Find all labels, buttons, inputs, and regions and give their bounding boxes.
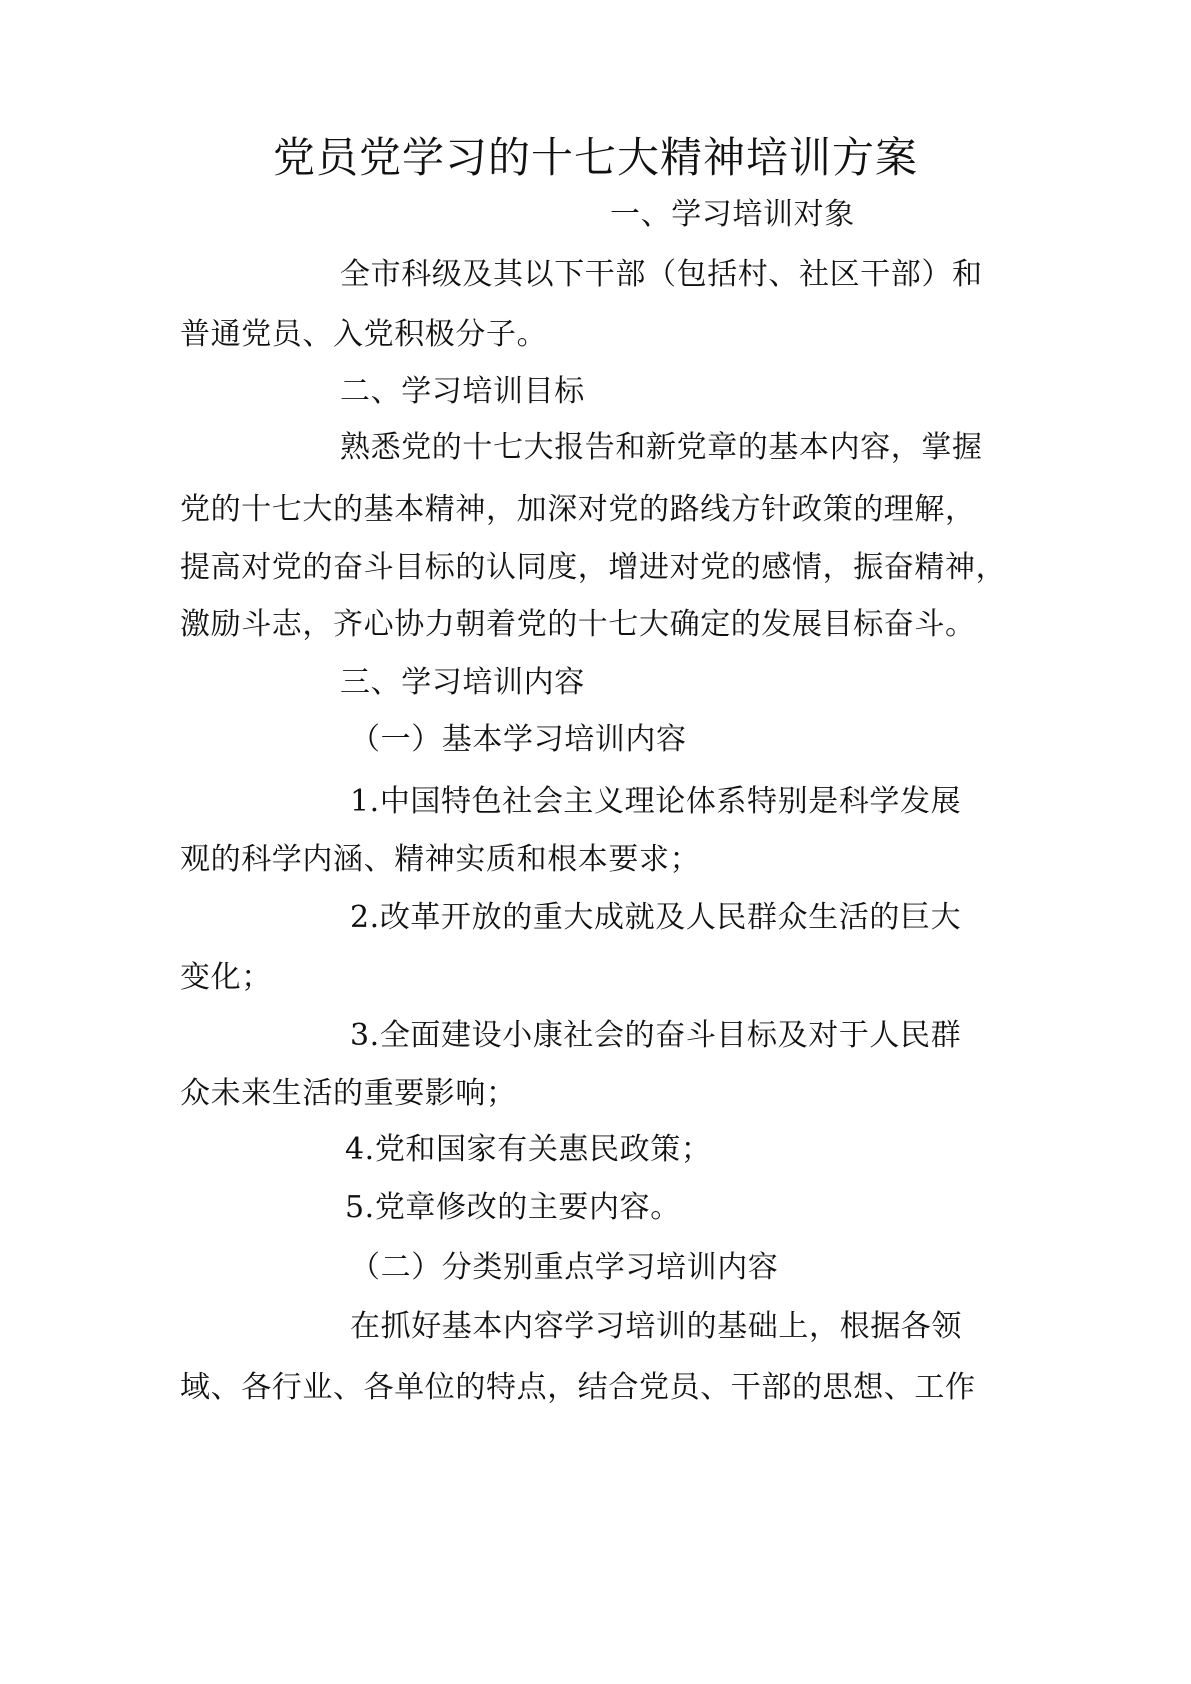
list-item-5: 5.党章修改的主要内容。: [345, 1190, 681, 1225]
list-item-1-line: 观的科学内涵、精神实质和根本要求；: [180, 842, 701, 877]
list-item-2-line: 变化；: [180, 960, 272, 995]
section-heading-2: 二、学习培训目标: [340, 374, 585, 409]
subsection-heading-2: （二）分类别重点学习培训内容: [350, 1250, 779, 1285]
paragraph-line: 激励斗志，齐心协力朝着党的十七大确定的发展目标奋斗。: [180, 607, 976, 642]
subsection-heading-1: （一）基本学习培训内容: [350, 722, 687, 757]
paragraph-line: 提高对党的奋斗目标的认同度，增进对党的感情，振奋精神，: [180, 550, 1007, 585]
paragraph-line: 全市科级及其以下干部（包括村、社区干部）和: [340, 257, 983, 292]
document-title: 党员党学习的十七大精神培训方案: [272, 133, 918, 182]
section-heading-3: 三、学习培训内容: [340, 665, 585, 700]
paragraph-line: 党的十七大的基本精神，加深对党的路线方针政策的理解，: [180, 492, 976, 527]
paragraph-line: 熟悉党的十七大报告和新党章的基本内容，掌握: [340, 430, 983, 465]
paragraph-line: 在抓好基本内容学习培训的基础上，根据各领: [350, 1309, 962, 1344]
paragraph-line: 普通党员、入党积极分子。: [180, 317, 548, 352]
paragraph-line: 域、各行业、各单位的特点，结合党员、干部的思想、工作: [180, 1370, 976, 1405]
list-item-4: 4.党和国家有关惠民政策；: [345, 1132, 712, 1167]
list-item-3-line: 众未来生活的重要影响；: [180, 1076, 517, 1111]
list-item-1-line: 1.中国特色社会主义理论体系特别是科学发展: [350, 784, 962, 819]
list-item-3-line: 3.全面建设小康社会的奋斗目标及对于人民群: [350, 1018, 962, 1053]
section-heading-1: 一、学习培训对象: [610, 197, 855, 232]
list-item-2-line: 2.改革开放的重大成就及人民群众生活的巨大: [350, 900, 962, 935]
